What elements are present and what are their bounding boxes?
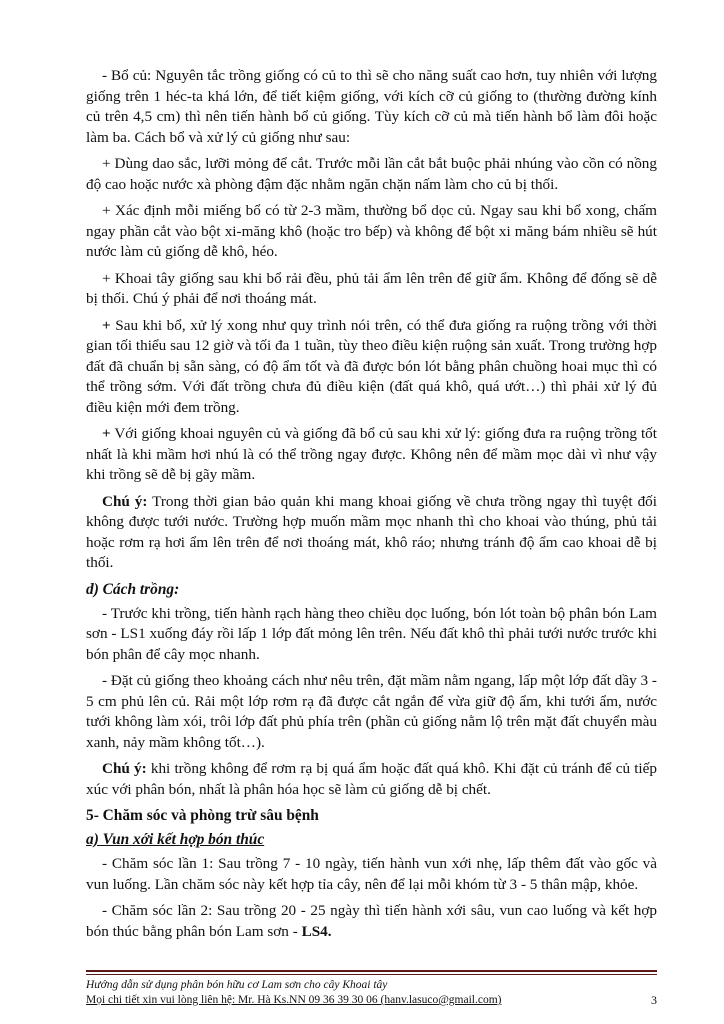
fertilizer-code: LS4. [301, 922, 332, 940]
paragraph-care-1: - Chăm sóc lần 1: Sau trồng 7 - 10 ngày, tiến hành vun xới nhẹ, lấp thêm đất vào gốc và vun luống. Lần chăm sóc này kết hợp tỉa cây, nên để lại mỗi khóm từ 3 - 5 thân mập, khỏe. [86, 855, 657, 893]
paragraph-furrow: - Trước khi trồng, tiến hành rạch hàng theo chiều dọc luống, bón lót toàn bộ phân bón Lam sơn - LS1 xuống đáy rồi lấp 1 lớp đất mỏng lên trên. Nếu đất khô thì phải tưới nước trước khi bón phân để cây mọc nhanh. [86, 604, 657, 663]
paragraph-note-storage [86, 492, 657, 574]
paragraph-planting-time [86, 316, 657, 419]
paragraph-care-2 [86, 901, 657, 942]
plus-marker: + [102, 316, 111, 334]
paragraph-text: Với giống khoai nguyên củ và giống đã bổ củ sau khi xử lý: giống đưa ra ruộng trồng tốt nhất là khi mầm hơi nhú là có thể trồng ngay được. Không nên để mầm mọc dài vì như vậy khi trồng sẽ dễ bị gãy mầm. [86, 425, 657, 483]
paragraph-seed-cutting: - Bổ củ: Nguyên tắc trồng giống có củ to thì sẽ cho năng suất cao hơn, tuy nhiên với lượng giống trên 1 héc-ta khá lớn, để tiết kiệm giống, với kích cỡ củ giống to (thường đường kính củ trên 4,5 cm) thì nên tiến hành bổ củ giống. Tùy kích cỡ củ mà tiến hành bổ làm đôi hoặc làm ba. Cách bổ và xử lý củ giống như sau: [86, 67, 657, 146]
footer-rule-thin [86, 974, 657, 975]
heading-planting-method: d) Cách trồng: [86, 580, 180, 598]
page-number: 3 [651, 993, 657, 1007]
paragraph-knife: + Dùng dao sắc, lưỡi mỏng để cắt. Trước mỗi lần cắt bắt buộc phải nhúng vào cồn có nồng độ cao hoặc nước xà phòng đậm đặc nhằm ngăn chặn nấm làm cho củ bị thối. [86, 155, 657, 193]
heading-care-pest: 5- Chăm sóc và phòng trừ sâu bệnh [86, 807, 319, 824]
heading-hoeing: a) Vun xới kết hợp bón thúc [86, 831, 265, 848]
note-label: Chú ý: [102, 492, 148, 510]
paragraph-text: Sau khi bổ, xử lý xong như quy trình nói trên, có thể đưa giống ra ruộng trồng với thời gian tối thiểu sau 12 giờ và tối đa 1 tuần, tùy theo điều kiện ruộng sản xuất. Trong trường hợp đất đã chuẩn bị sẵn sàng, có độ ẩm tốt và đã được bón lót bằng phân chuồng hoai mục thì có thể trồng sớm. Với đất trồng chưa đủ điều kiện (đất quá khô, quá ướt…) thì phải xử lý đủ điều kiện mới đem trồng. [86, 316, 657, 416]
footer-contact: Mọi chi tiết xin vui lòng liên hệ: Mr. Hà Ks.NN 09 36 39 30 06 (hanv.lasuco@gmail.com) [86, 994, 502, 1006]
paragraph-note-planting [86, 759, 657, 800]
note-label: Chú ý: [102, 760, 147, 777]
paragraph-spread: + Khoai tây giống sau khi bổ rải đều, phủ tải ẩm lên trên để giữ ẩm. Không để đống sẽ dễ bị thối. Chú ý phải để nơi thoáng mát. [86, 269, 657, 307]
footer-title: Hướng dẫn sử dụng phân bón hữu cơ Lam sơn cho cây Khoai tây [86, 979, 388, 991]
footer-rule [86, 970, 657, 972]
paragraph-buds: + Xác định mỗi miếng bổ có từ 2-3 mầm, thường bổ dọc củ. Ngay sau khi bổ xong, chấm ngay phần cắt vào bột xi-măng khô (hoặc tro bếp) và không để bột xi măng bám nhiều sẽ hút nước làm củ giống dễ khô, héo. [86, 202, 657, 260]
plus-marker: + [102, 425, 111, 442]
paragraph-text: Trong thời gian bảo quản khi mang khoai giống về chưa trồng ngay thì tuyệt đối không được tưới nước. Trường hợp muốn mầm mọc nhanh thì cho khoai vào thúng, phủ tải hoặc rơm rạ hơi ẩm lên trên để nơi thoáng mát, khô ráo; nhưng tránh độ ẩm cao khoai dễ bị thối. [86, 492, 657, 571]
page-footer [86, 978, 657, 1008]
document-body [86, 66, 657, 948]
paragraph-placing: - Đặt củ giống theo khoảng cách như nêu trên, đặt mầm nằm ngang, lấp một lớp đất dầy 3 - 5 cm phủ lên củ. Rải một lớp rơm rạ đã được cắt ngắn để vừa giữ độ ẩm, khi tưới ẩm, nước tưới không làm xói, trôi lớp đất phủ phía trên (phần củ giống nằm lộ trên mặt đất chuyển màu xanh, nảy mầm không tốt…). [86, 672, 657, 751]
paragraph-text: khi trồng không để rơm rạ bị quá ẩm hoặc đất quá khô. Khi đặt củ tránh để củ tiếp xúc với phân bón, nhất là phân hóa học sẽ làm củ giống dễ bị chết. [86, 760, 657, 798]
paragraph-text: - Chăm sóc lần 2: Sau trồng 20 - 25 ngày thì tiến hành xới sâu, vun cao luống và kết hợp bón thúc bằng phân bón Lam sơn - [86, 902, 657, 940]
paragraph-whole-seed [86, 424, 657, 486]
